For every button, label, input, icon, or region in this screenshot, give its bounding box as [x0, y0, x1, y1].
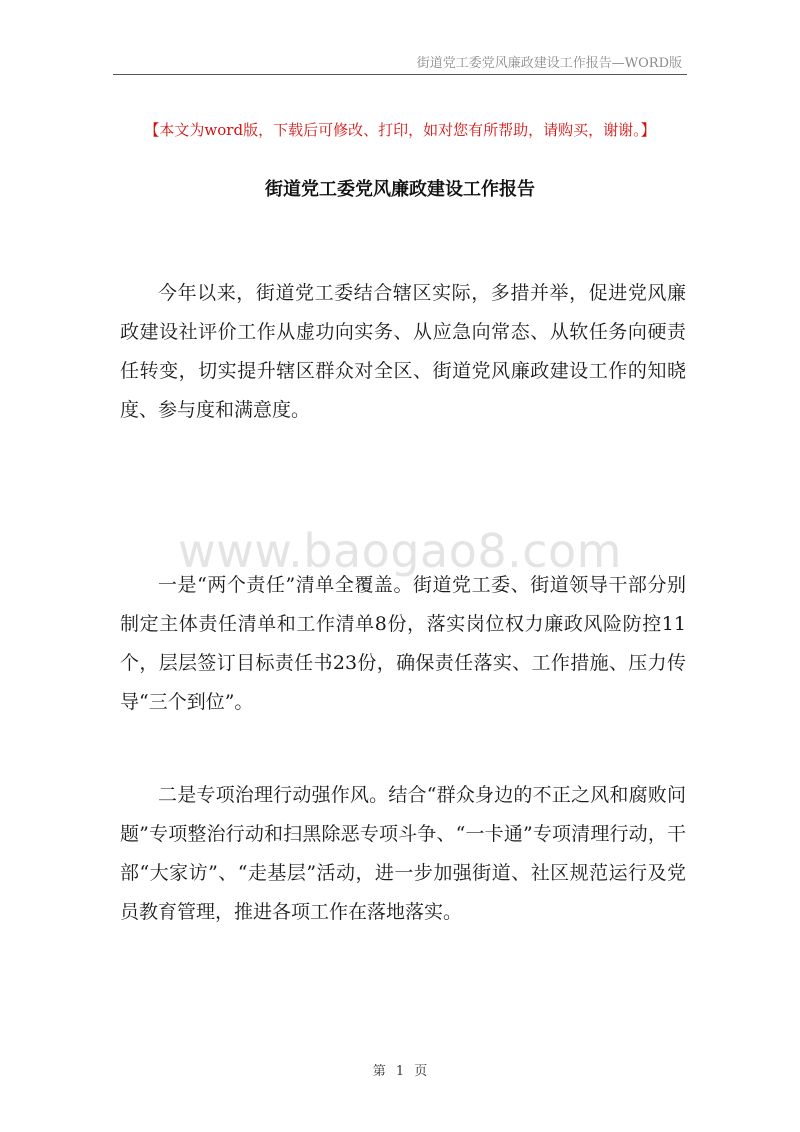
- header-divider: [113, 74, 687, 75]
- paragraph-responsibility-list: 一是“两个责任”清单全覆盖。街道党工委、街道领导干部分别制定主体责任清单和工作清单8份，落实岗位权力廉政风险防控11个，层层签订目标责任书23份，确保责任落实、工作措施、压力传导“三个到位”。: [120, 574, 686, 713]
- download-notice: 【本文为word版，下载后可修改、打印，如对您有所帮助，请购买，谢谢。】: [144, 121, 656, 139]
- page-footer: [0, 1060, 800, 1079]
- paragraph-special-action: 二是专项治理行动强作风。结合“群众身边的不正之风和腐败问题”专项整治行动和扫黑除恶专项斗争、“一卡通”专项清理行动，干部“大家访”、“走基层”活动，进一步加强街道、社区规范运行及党员教育管理，推进各项工作在落地落实。: [120, 784, 686, 923]
- paragraph-intro: 今年以来，街道党工委结合辖区实际，多措并举，促进党风廉政建设社评价工作从虚功向实务、从应急向常态、从软任务向硬责任转变，切实提升辖区群众对全区、街道党风廉政建设工作的知晓度、参与度和满意度。: [120, 282, 686, 421]
- running-header: 街道党工委党风廉政建设工作报告—WORD版: [416, 56, 682, 71]
- page-number: 1: [395, 1064, 405, 1079]
- footer-prefix: 第: [372, 1064, 386, 1079]
- document-title: 街道党工委党风廉政建设工作报告: [265, 179, 535, 200]
- watermark: www.baogao8.com: [178, 524, 622, 578]
- footer-suffix: 页: [414, 1064, 428, 1079]
